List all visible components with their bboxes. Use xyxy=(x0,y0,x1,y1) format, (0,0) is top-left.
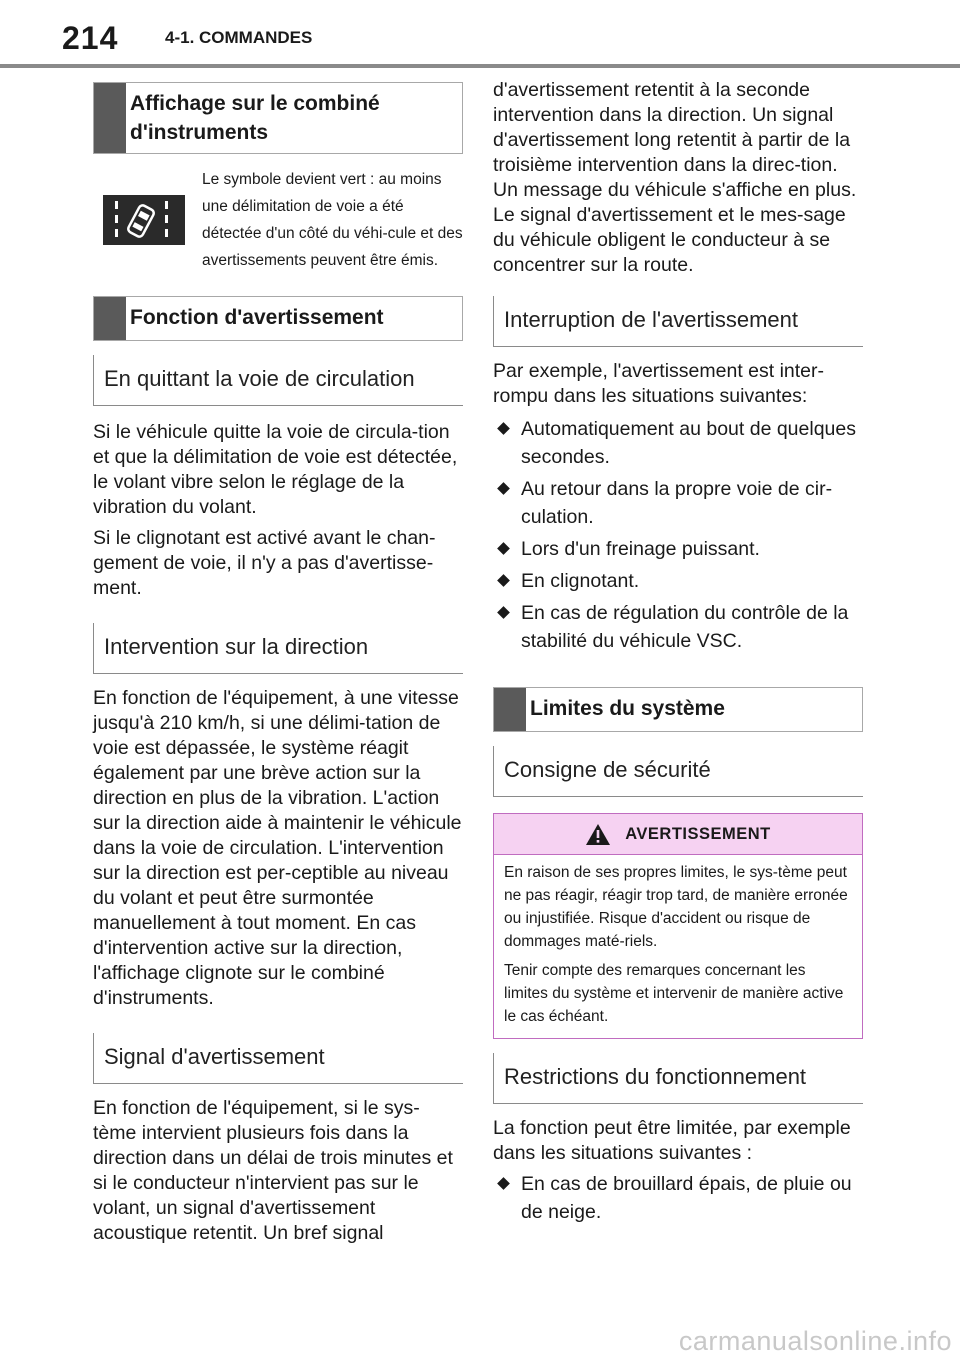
warning-title: AVERTISSEMENT xyxy=(625,824,771,843)
right-column xyxy=(493,79,863,1226)
paragraph: En fonction de l'équipement, à une vitesse jusqu'à 210 km/h, si une délimi-tation de voie est dépassée, le système réagit également par une brève action sur la direction en plus de la vibration. L'action sur la direction aide à maintenir le véhicule dans la voie de circulation. L'intervention sur la direction est per-ceptible au niveau du volant et peut être surmontée manuellement à tout moment. En cas d'intervention active sur la direction, l'affichage clignote sur le combiné d'instruments. xyxy=(93,687,462,1009)
symbol-description-row xyxy=(93,166,463,274)
list-item: Au retour dans la propre voie de cir-culation. xyxy=(493,475,863,531)
subheading-warning-signal: Signal d'avertissement xyxy=(93,1033,463,1084)
paragraph: Si le clignotant est activé avant le chan-gement de voie, il n'y a pas d'avertisse-ment. xyxy=(93,527,436,599)
page-number: 214 xyxy=(62,20,119,56)
section-heading-system-limits: Limites du système xyxy=(493,687,863,732)
list-item: Automatiquement au bout de quelques secondes. xyxy=(493,415,863,471)
subheading-warning-interruption: Interruption de l'avertissement xyxy=(493,296,863,347)
list-item: En clignotant. xyxy=(493,567,863,595)
warning-triangle-icon xyxy=(585,823,611,846)
warning-paragraph: Tenir compte des remarques concernant les limites du système et intervenir de manière active le cas échéant. xyxy=(504,962,844,1025)
warning-paragraph: En raison de ses propres limites, le sys-tème peut ne pas réagir, réagir trop tard, de manière erronée ou injustifiée. Risque d'accident ou risque de dommages maté-riels. xyxy=(504,864,848,950)
subheading-leaving-lane: En quittant la voie de circulation xyxy=(93,355,463,406)
paragraph: Le signal d'avertissement et le mes-sage du véhicule obligent le conducteur à se concentrer sur la route. xyxy=(493,204,846,276)
paragraph: Par exemple, l'avertissement est inter-rompu dans les situations suivantes: xyxy=(493,360,825,407)
paragraph: d'avertissement retentit à la seconde intervention dans la direction. Un signal d'avertissement long retentit à partir de la troisième intervention dans la direc-tion. xyxy=(493,79,851,176)
warning-box xyxy=(493,813,863,1039)
watermark-link[interactable]: carmanualsonline.info xyxy=(678,1326,952,1356)
section-heading-instrument-display: Affichage sur le combiné d'instruments xyxy=(93,82,463,154)
lane-assist-icon xyxy=(103,195,185,245)
list-item: Lors d'un freinage puissant. xyxy=(493,535,863,563)
subheading-safety-notice: Consigne de sécurité xyxy=(493,746,863,797)
chapter-title: 4-1. COMMANDES xyxy=(165,28,313,47)
symbol-description: Le symbole devient vert : au moins une délimitation de voie a été détectée d'un côté du véhi-cule et des avertissements peuvent être émis. xyxy=(202,171,463,269)
paragraph: Un message du véhicule s'affiche en plus. xyxy=(493,179,857,201)
list-item: En cas de régulation du contrôle de la stabilité du véhicule VSC. xyxy=(493,599,863,655)
page-header xyxy=(0,0,960,70)
restrictions-list xyxy=(493,1170,863,1226)
paragraph: Si le véhicule quitte la voie de circula-tion et que la délimitation de voie est détectée, le volant vibre selon le réglage de la vibration du volant. xyxy=(93,421,458,518)
warning-header xyxy=(494,814,862,855)
list-item: En cas de brouillard épais, de pluie ou de neige. xyxy=(493,1170,863,1226)
subheading-operation-restrictions: Restrictions du fonctionnement xyxy=(493,1053,863,1104)
interruption-list xyxy=(493,415,863,655)
paragraph: En fonction de l'équipement, si le sys-tème intervient plusieurs fois dans la direction dans un délai de trois minutes et si le conducteur n'intervient pas sur le volant, un signal d'avertissement acoustique retentit. Un bref signal xyxy=(93,1097,453,1244)
header-divider xyxy=(0,64,960,68)
subheading-steering-intervention: Intervention sur la direction xyxy=(93,623,463,674)
paragraph: La fonction peut être limitée, par exemple dans les situations suivantes : xyxy=(493,1117,851,1164)
left-column xyxy=(93,82,463,1246)
warning-body xyxy=(494,855,862,1038)
section-heading-warning-function: Fonction d'avertissement xyxy=(93,296,463,341)
